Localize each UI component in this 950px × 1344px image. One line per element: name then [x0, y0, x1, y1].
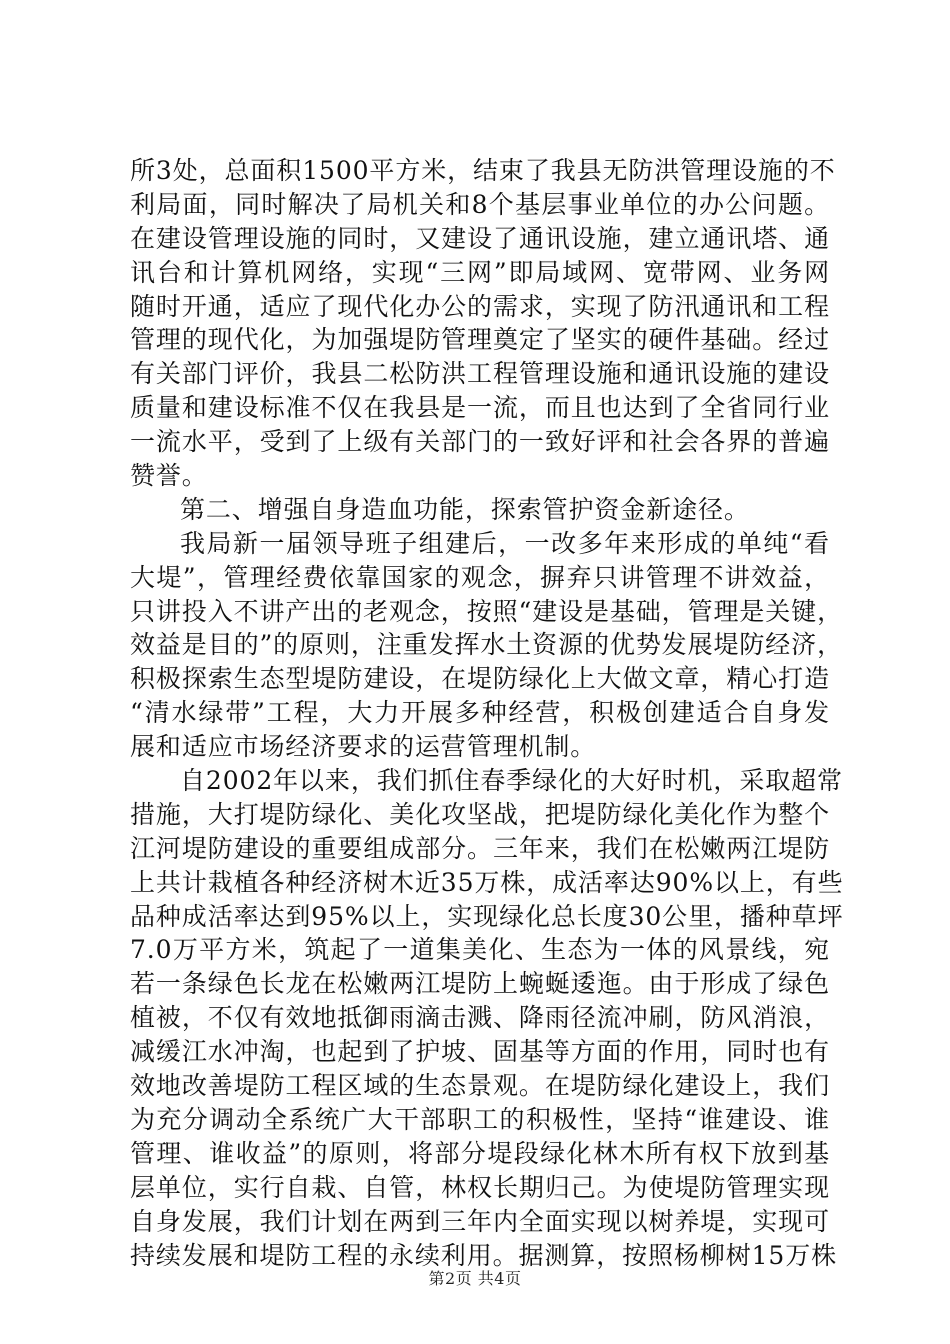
page-number-label: 第2页 共4页 [428, 1269, 522, 1288]
text-line-32: 自身发展，我们计划在两到三年内全面实现以树养堤，实现可 [130, 1206, 830, 1236]
text-line-3: 在建设管理设施的同时，又建设了通讯设施，建立通讯塔、通 [130, 223, 830, 253]
text-line-23: 品种成活率达到95%以上，实现绿化总长度30公里，播种草坪 [130, 901, 844, 931]
text-line-8: 质量和建设标准不仅在我县是一流，而且也达到了全省同行业 [130, 393, 830, 423]
text-line-15: 效益是目的”的原则，注重发挥水土资源的优势发展堤防经济， [130, 630, 843, 660]
page-footer [0, 1266, 950, 1289]
text-line-19: 自2002年以来，我们抓住春季绿化的大好时机，采取超常 [180, 766, 843, 796]
text-line-16: 积极探索生态型堤防建设，在堤防绿化上大做文章，精心打造 [130, 664, 830, 694]
text-line-27: 减缓江水冲淘，也起到了护坡、固基等方面的作用，同时也有 [130, 1037, 830, 1067]
text-line-26: 植被，不仅有效地抵御雨滴击溅、降雨径流冲刷，防风消浪， [130, 1003, 830, 1033]
text-line-14: 只讲投入不讲产出的老观念，按照“建设是基础，管理是关键， [130, 596, 843, 626]
document-body [130, 154, 844, 1272]
text-line-7: 有关部门评价，我县二松防洪工程管理设施和通讯设施的建设 [130, 359, 830, 389]
text-line-28: 效地改善堤防工程区域的生态景观。在堤防绿化建设上，我们 [130, 1071, 830, 1101]
text-line-31: 层单位，实行自栽、自管，林权长期归己。为使堤防管理实现 [130, 1172, 830, 1202]
text-line-21: 江河堤防建设的重要组成部分。三年来，我们在松嫩两江堤防 [130, 833, 830, 863]
section-heading: 第二、增强自身造血功能，探索管护资金新途径。 [180, 494, 750, 524]
text-line-25: 若一条绿色长龙在松嫩两江堤防上蜿蜒逶迤。由于形成了绿色 [130, 969, 830, 999]
text-line-13: 大堤”，管理经费依靠国家的观念，摒弃只讲管理不讲效益， [130, 562, 830, 592]
text-line-29: 为充分调动全系统广大干部职工的积极性，坚持“谁建设、谁 [130, 1104, 830, 1134]
text-line-18: 展和适应市场经济要求的运营管理机制。 [130, 732, 597, 762]
text-line-1: 所3处，总面积1500平方米，结束了我县无防洪管理设施的不 [130, 156, 836, 185]
text-line-2: 利局面，同时解决了局机关和8个基层事业单位的办公问题。 [130, 189, 830, 219]
text-line-33: 持续发展和堤防工程的永续利用。据测算，按照杨柳树15万株 [130, 1240, 838, 1270]
text-line-22: 上共计栽植各种经济树木近35万株，成活率达90%以上，有些 [130, 867, 844, 897]
text-line-30: 管理、谁收益”的原则，将部分堤段绿化林木所有权下放到基 [130, 1138, 830, 1168]
text-line-20: 措施，大打堤防绿化、美化攻坚战，把堤防绿化美化作为整个 [130, 799, 830, 829]
text-line-5: 随时开通，适应了现代化办公的需求，实现了防汛通讯和工程 [130, 291, 830, 321]
text-line-4: 讯台和计算机网络，实现“三网”即局域网、宽带网、业务网 [130, 257, 830, 287]
text-line-9: 一流水平，受到了上级有关部门的一致好评和社会各界的普遍 [130, 427, 830, 457]
text-line-17: “清水绿带”工程，大力开展多种经营，积极创建适合自身发 [130, 698, 830, 728]
text-line-24: 7.0万平方米，筑起了一道集美化、生态为一体的风景线，宛 [130, 935, 830, 965]
text-line-6: 管理的现代化，为加强堤防管理奠定了坚实的硬件基础。经过 [130, 325, 830, 355]
text-line-10: 赞誉。 [130, 461, 208, 491]
text-line-12: 我局新一届领导班子组建后，一改多年来形成的单纯“看 [180, 528, 830, 558]
